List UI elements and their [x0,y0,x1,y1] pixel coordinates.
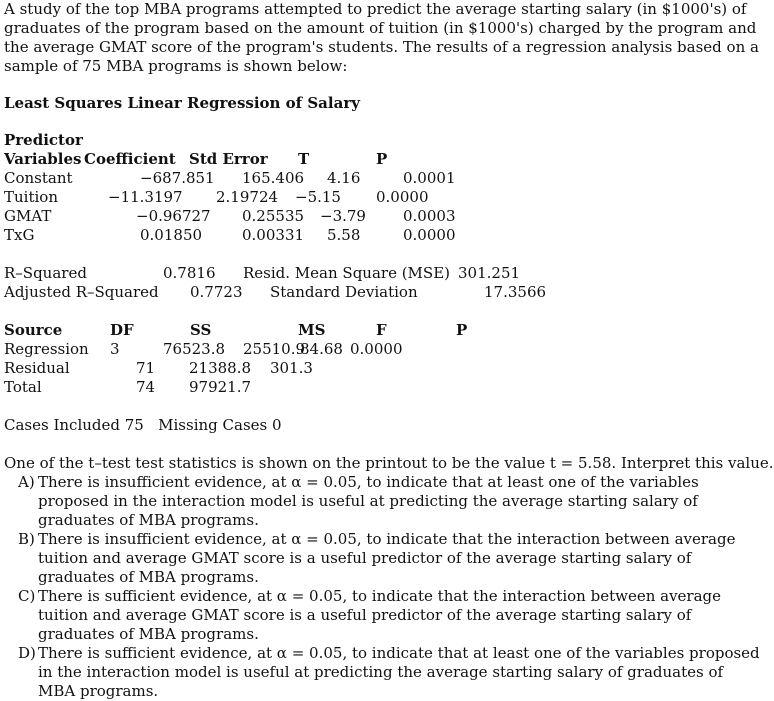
coef-row-t: −3.79 [320,207,366,225]
coef-row-std-error: 165.406 [242,169,305,187]
option-line: in the interaction model is useful at predicting the average starting salary of graduates of [38,663,724,681]
option-line: There is insufficient evidence, at α = 0.05, to indicate that the interaction between average [38,530,736,548]
option-line: proposed in the interaction model is useful at predicting the average starting salary of [38,492,698,510]
option-line: There is insufficient evidence, at α = 0.05, to indicate that at least one of the variables [38,473,699,491]
coef-row-std-error: 2.19724 [216,188,279,206]
anova-row-f: 84.68 [300,340,343,358]
option-letter: C) [18,587,36,605]
anova-header-ms: MS [298,321,326,339]
anova-row-df: 3 [110,340,120,358]
anova-header-f: F [376,321,387,339]
anova-header-df: DF [110,321,134,339]
anova-row-ms: 301.3 [270,359,313,377]
anova-row-p: 0.0000 [350,340,403,358]
coef-header-p: P [376,150,388,168]
r-squared-label: R–Squared [4,264,87,282]
anova-row-ss: 21388.8 [189,359,252,377]
r-squared-value: 0.7816 [163,264,216,282]
sd-value: 17.3566 [484,283,547,301]
coef-row-std-error: 0.00331 [242,226,305,244]
intro-line: the average GMAT score of the program's students. The results of a regression analysis based on a [4,38,759,56]
option-line: MBA programs. [38,682,159,700]
anova-row-ss: 97921.7 [189,378,252,396]
option-line: graduates of MBA programs. [38,511,259,529]
coef-row-p: 0.0000 [403,226,456,244]
coef-header-std-error: Std Error [189,150,268,168]
option-line: There is sufficient evidence, at α = 0.05, to indicate that at least one of the variables proposed [38,644,760,662]
option-line: There is sufficient evidence, at α = 0.05, to indicate that the interaction between average [38,587,722,605]
option-letter: D) [18,644,36,662]
regression-title: Least Squares Linear Regression of Salary [4,94,360,112]
anova-header-source: Source [4,321,63,339]
coef-row-std-error: 0.25535 [242,207,305,225]
question-text: One of the t–test test statistics is shown on the printout to be the value t = 5.58. Interpret this value. [4,454,774,472]
anova-row-df: 74 [136,378,156,396]
coef-row-name: Constant [4,169,73,187]
coef-header-coefficient: Coefficient [84,150,176,168]
coef-row-coefficient: −687.851 [140,169,215,187]
option-line: tuition and average GMAT score is a useful predictor of the average starting salary of [38,549,692,567]
coef-row-coefficient: −11.3197 [108,188,183,206]
option-letter: A) [18,473,35,491]
intro-line: graduates of the program based on the amount of tuition (in $1000's) charged by the program and [4,19,757,37]
anova-row-ms: 25510.9 [243,340,306,358]
anova-row-ss: 76523.8 [163,340,226,358]
option-line: tuition and average GMAT score is a useful predictor of the average starting salary of [38,606,692,624]
anova-row-source: Total [4,378,42,396]
option-line: graduates of MBA programs. [38,625,259,643]
anova-row-source: Residual [4,359,70,377]
coef-row-coefficient: 0.01850 [140,226,203,244]
intro-line: A study of the top MBA programs attempted to predict the average starting salary (in $1000's) of [4,0,747,18]
anova-header-ss: SS [190,321,212,339]
coef-header-variables: Variables [4,150,82,168]
coef-row-p: 0.0003 [403,207,456,225]
coef-row-name: TxG [4,226,35,244]
coef-row-name: GMAT [4,207,52,225]
coef-row-p: 0.0000 [376,188,429,206]
coef-row-t: −5.15 [295,188,341,206]
option-line: graduates of MBA programs. [38,568,259,586]
adj-r-squared-value: 0.7723 [190,283,243,301]
anova-row-df: 71 [136,359,156,377]
option-letter: B) [18,530,35,548]
coef-row-t: 4.16 [327,169,361,187]
cases-line: Cases Included 75 Missing Cases 0 [4,416,282,434]
anova-header-p: P [456,321,468,339]
coef-row-coefficient: −0.96727 [136,207,211,225]
coef-row-t: 5.58 [327,226,361,244]
coef-row-name: Tuition [4,188,58,206]
coef-row-p: 0.0001 [403,169,456,187]
coef-header-t: T [298,150,310,168]
sd-label: Standard Deviation [270,283,418,301]
anova-row-source: Regression [4,340,89,358]
intro-line: sample of 75 MBA programs is shown below: [4,57,348,75]
adj-r-squared-label: Adjusted R–Squared [4,283,159,301]
mse-label: Resid. Mean Square (MSE) [243,264,450,282]
coef-header-predictor: Predictor [4,131,83,149]
mse-value: 301.251 [458,264,521,282]
